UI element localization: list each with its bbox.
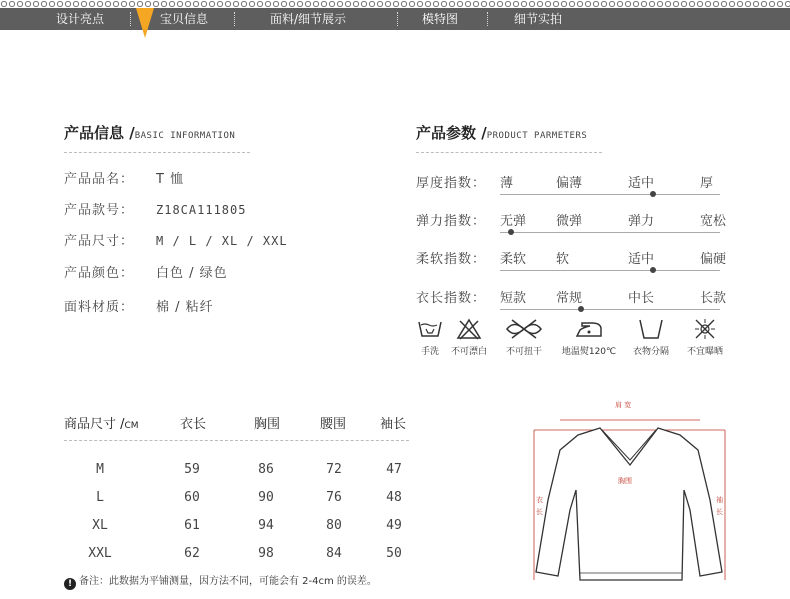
top-nav bbox=[0, 0, 790, 30]
nav-item-model[interactable]: 模特图 bbox=[422, 12, 459, 26]
param-option: 适中 bbox=[628, 176, 655, 191]
size-table-cell: 80 bbox=[326, 518, 342, 533]
nav-item-detail[interactable]: 细节实拍 bbox=[514, 12, 563, 26]
size-table-cell: XL bbox=[92, 518, 108, 533]
size-table-cell: 86 bbox=[258, 462, 274, 477]
param-label: 厚度指数： bbox=[416, 176, 487, 191]
param-label: 衣长指数： bbox=[416, 291, 487, 306]
size-table-cell: XXL bbox=[88, 546, 112, 561]
length-label: 衣长 bbox=[536, 496, 543, 516]
size-table-cell: 98 bbox=[258, 546, 274, 561]
nav-item-fabric[interactable]: 面料/细节展示 bbox=[270, 12, 347, 26]
param-option: 薄 bbox=[500, 176, 514, 191]
param-selected-dot bbox=[578, 306, 584, 312]
decorative-dots-border bbox=[0, 0, 790, 8]
nav-active-arrow bbox=[136, 8, 154, 38]
size-table-cell: 48 bbox=[386, 490, 402, 505]
param-option: 无弹 bbox=[500, 214, 527, 229]
param-scale-line bbox=[500, 270, 720, 271]
wash-separately-icon bbox=[636, 318, 666, 340]
param-option: 中长 bbox=[628, 291, 655, 306]
param-option: 柔软 bbox=[500, 252, 527, 267]
param-option: 短款 bbox=[500, 291, 527, 306]
divider bbox=[416, 152, 602, 153]
size-table-cell: 94 bbox=[258, 518, 274, 533]
size-table-cell: 62 bbox=[184, 546, 200, 561]
param-scale-line bbox=[500, 194, 720, 195]
param-option: 宽松 bbox=[700, 214, 727, 229]
info-row-style-no: 产品款号： Z18CA111805 bbox=[64, 203, 247, 218]
care-iron-low: 地温熨120℃ bbox=[556, 318, 622, 357]
nav-separator bbox=[397, 12, 398, 26]
param-option: 微弹 bbox=[556, 214, 583, 229]
size-table-cell: 90 bbox=[258, 490, 274, 505]
size-table-cell: 59 bbox=[184, 462, 200, 477]
care-hand-wash: 手洗 bbox=[416, 318, 444, 357]
param-selected-dot bbox=[650, 267, 656, 273]
size-table-cell: 50 bbox=[386, 546, 402, 561]
param-scale-line bbox=[500, 232, 720, 233]
param-option: 适中 bbox=[628, 252, 655, 267]
size-table-cell: 76 bbox=[326, 490, 342, 505]
care-no-wring: 不可扭干 bbox=[500, 318, 548, 357]
no-sun-icon bbox=[692, 318, 718, 340]
param-option: 常规 bbox=[556, 291, 583, 306]
size-table-cell: M bbox=[96, 462, 104, 477]
size-table-header-length: 衣长 bbox=[180, 417, 207, 432]
nav-item-design[interactable]: 设计亮点 bbox=[56, 12, 105, 26]
size-table-cell: 72 bbox=[326, 462, 342, 477]
nav-separator bbox=[234, 12, 235, 26]
divider bbox=[64, 440, 409, 441]
param-option: 偏硬 bbox=[700, 252, 727, 267]
measurement-note: ! 备注：此数据为平铺测量，因方法不同，可能会有 2-4cm 的误差。 bbox=[64, 572, 377, 590]
param-selected-dot bbox=[508, 229, 514, 235]
no-bleach-icon bbox=[456, 318, 482, 340]
size-table-header-waist: 腰围 bbox=[320, 417, 347, 432]
nav-separator bbox=[487, 12, 488, 26]
info-row-name: 产品品名： T 恤 bbox=[64, 172, 185, 187]
product-params-title: 产品参数 /PRODUCT PARMETERS bbox=[416, 124, 588, 142]
nav-separator bbox=[130, 12, 131, 26]
chest-label: 胸围 bbox=[618, 477, 632, 485]
size-table-header-size: 商品尺寸 /CM bbox=[64, 417, 139, 432]
divider bbox=[64, 152, 250, 153]
info-row-colors: 产品颜色： 白色 / 绿色 bbox=[64, 266, 228, 281]
param-option: 软 bbox=[556, 252, 570, 267]
garment-diagram bbox=[520, 390, 740, 590]
tshirt-outline bbox=[520, 390, 740, 590]
size-table-cell: 60 bbox=[184, 490, 200, 505]
param-option: 弹力 bbox=[628, 214, 655, 229]
param-option: 长款 bbox=[700, 291, 727, 306]
iron-low-icon bbox=[574, 318, 604, 340]
size-table-header-chest: 胸围 bbox=[254, 417, 281, 432]
nav-bar bbox=[0, 8, 790, 30]
param-label: 弹力指数： bbox=[416, 214, 487, 229]
size-table-cell: 47 bbox=[386, 462, 402, 477]
info-row-material: 面料材质： 棉 / 粘纤 bbox=[64, 300, 214, 315]
size-table-header-sleeve: 袖长 bbox=[380, 417, 407, 432]
param-option: 偏薄 bbox=[556, 176, 583, 191]
nav-item-product-info[interactable]: 宝贝信息 bbox=[160, 12, 209, 26]
param-selected-dot bbox=[650, 191, 656, 197]
hand-wash-icon bbox=[417, 318, 443, 340]
size-table-cell: 49 bbox=[386, 518, 402, 533]
param-scale-line bbox=[500, 309, 720, 310]
size-table-cell: L bbox=[96, 490, 104, 505]
size-table-cell: 61 bbox=[184, 518, 200, 533]
care-no-bleach: 不可漂白 bbox=[446, 318, 492, 357]
shoulder-width-label: 肩 宽 bbox=[615, 401, 632, 409]
product-info-title: 产品信息 /BASIC INFORMATION bbox=[64, 124, 236, 142]
param-option: 厚 bbox=[700, 176, 714, 191]
param-label: 柔软指数： bbox=[416, 252, 487, 267]
size-table-cell: 84 bbox=[326, 546, 342, 561]
care-no-sun: 不宜曝晒 bbox=[680, 318, 730, 357]
warning-icon: ! bbox=[64, 578, 76, 590]
no-wring-icon bbox=[504, 318, 544, 340]
sleeve-label: 袖长 bbox=[716, 496, 723, 516]
care-wash-separately: 衣物分隔 bbox=[626, 318, 676, 357]
info-row-sizes: 产品尺寸： M / L / XL / XXL bbox=[64, 234, 288, 249]
